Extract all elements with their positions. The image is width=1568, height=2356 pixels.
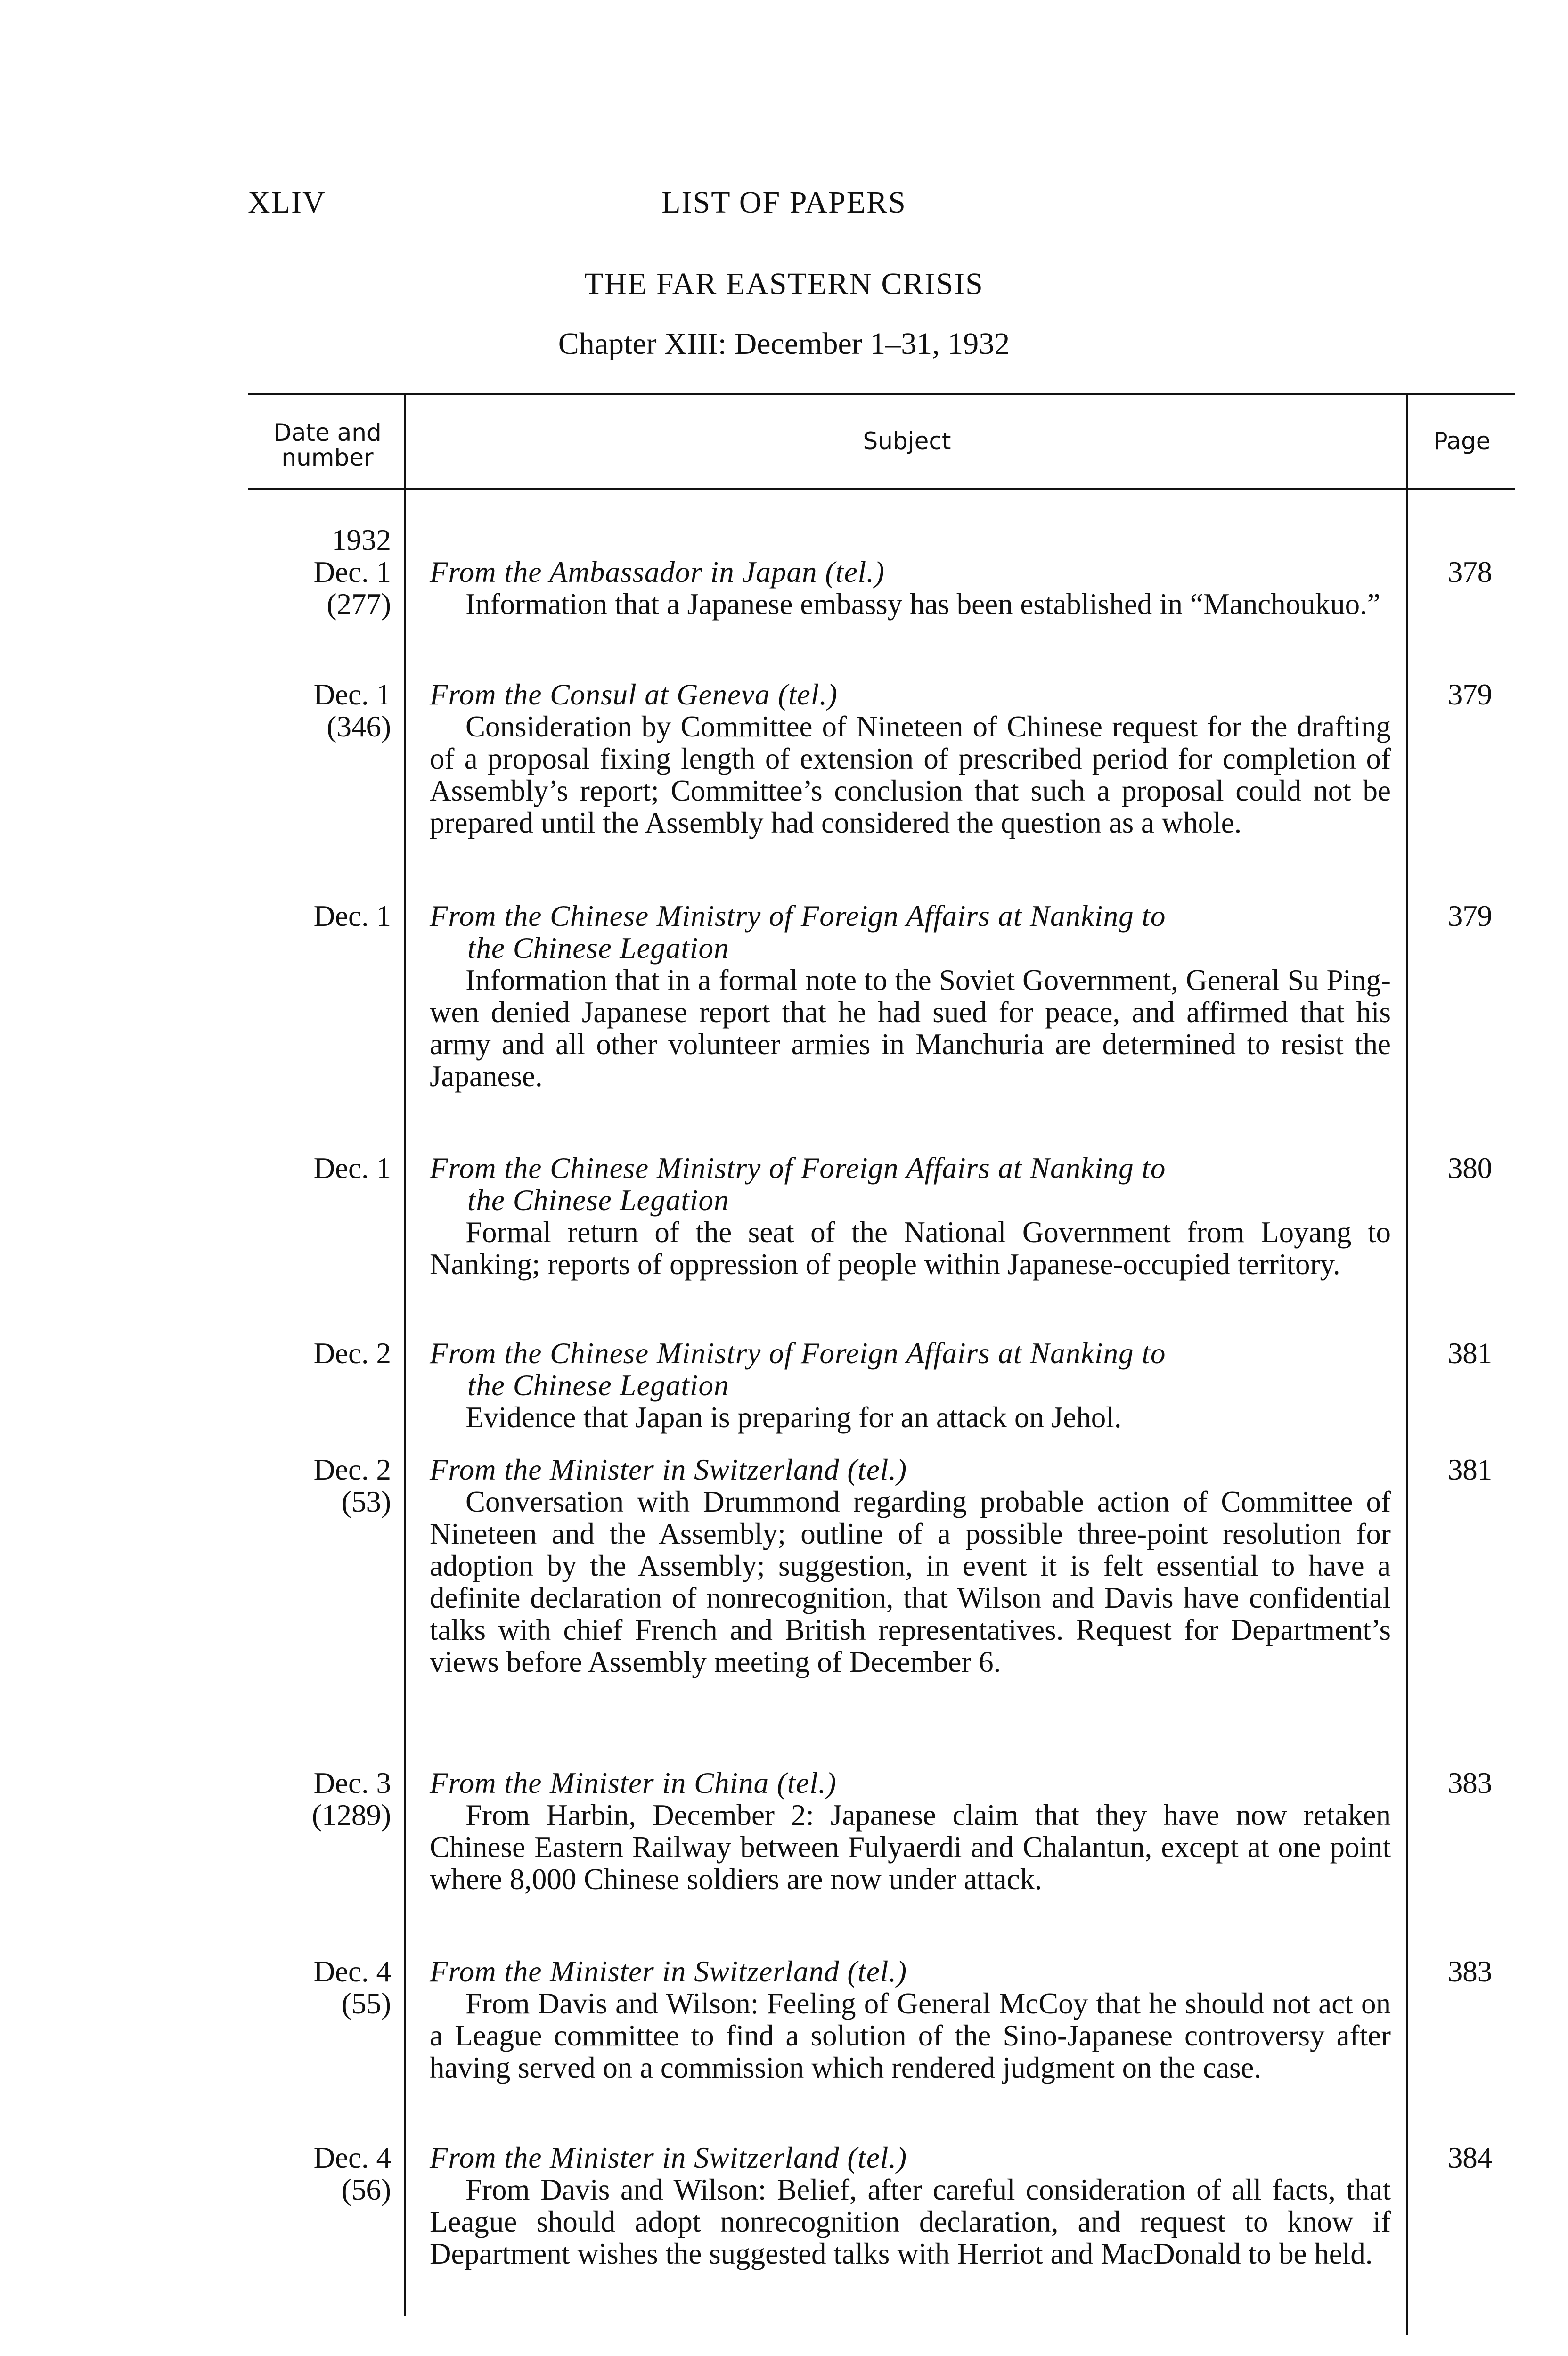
entry-source: From the Minister in China (tel.) <box>430 1767 837 1800</box>
entry-source-continued: the Chinese Legation <box>467 932 729 965</box>
entry-subject <box>430 679 1391 839</box>
entry-date <box>250 1337 391 1369</box>
entry-date-text: Dec. 1 <box>313 678 391 711</box>
entry-page: 379 <box>1447 678 1493 711</box>
table-top-rule <box>248 393 1515 395</box>
entry-body: Formal return of the seat of the National Government from Loyang to Nanking; reports of oppression of people within Japanese-occupied territory. <box>430 1216 1391 1281</box>
entry-date-text: Dec. 1 <box>313 900 391 933</box>
entry-number: (56) <box>342 2173 391 2206</box>
entry-number: (277) <box>327 588 391 621</box>
entry-page: 383 <box>1447 1767 1493 1800</box>
section-title: THE FAR EASTERN CRISIS <box>584 267 984 301</box>
entry-page: 381 <box>1447 1337 1493 1370</box>
entry-page: 381 <box>1447 1453 1493 1486</box>
entry-source: From the Chinese Ministry of Foreign Affairs at Nanking to <box>430 900 1166 933</box>
column-header-page: Page <box>1433 427 1491 455</box>
table-header-rule <box>248 488 1515 490</box>
year-label: 1932 <box>332 524 391 556</box>
entry-source-continued: the Chinese Legation <box>467 1369 729 1402</box>
entry-date-text: Dec. 1 <box>313 1152 391 1185</box>
entry-date-text: Dec. 1 <box>313 556 391 589</box>
entry-body: Information that a Japanese embassy has been established in “Manchoukuo.” <box>466 588 1380 621</box>
entry-date <box>250 1152 391 1184</box>
entry-date <box>250 1955 391 2020</box>
entry-subject <box>430 1955 1391 2084</box>
entry-date-text: Dec. 2 <box>313 1453 391 1486</box>
entry-body: Evidence that Japan is preparing for an attack on Jehol. <box>466 1401 1122 1434</box>
entry-body: From Davis and Wilson: Belief, after careful consideration of all facts, that League should adopt nonrecognition declaration, and request to know if Department wishes the suggested talks with Herriot and MacDonald to be held. <box>430 2173 1391 2270</box>
entry-date <box>250 900 391 932</box>
entry-source: From the Consul at Geneva (tel.) <box>430 678 838 711</box>
entry-date-text: Dec. 4 <box>313 2141 391 2174</box>
entry-date <box>250 1454 391 1518</box>
entry-subject <box>430 556 1391 620</box>
entry-date <box>250 556 391 620</box>
entry-number: (1289) <box>312 1799 391 1832</box>
entry-date <box>250 1767 391 1831</box>
entry-body: From Davis and Wilson: Feeling of General McCoy that he should not act on a League committee to find a solution of the Sino-Japanese controversy after having served on a commission which rendered judgment on the case. <box>430 1987 1391 2084</box>
column-header-subject: Subject <box>863 427 951 455</box>
entry-page: 379 <box>1447 900 1493 933</box>
chapter-label: Chapter XIII: December 1–31, 1932 <box>558 327 1010 361</box>
entry-subject <box>430 1454 1391 1678</box>
entry-date-text: Dec. 4 <box>313 1955 391 1988</box>
entry-page: 380 <box>1447 1152 1493 1185</box>
entry-date <box>250 2142 391 2206</box>
entry-date <box>250 679 391 743</box>
entry-subject <box>430 1152 1391 1280</box>
entry-subject <box>430 1337 1391 1433</box>
entry-source: From the Minister in Switzerland (tel.) <box>430 1453 907 1486</box>
entry-source: From the Minister in Switzerland (tel.) <box>430 2141 907 2174</box>
entry-number: (55) <box>342 1987 391 2020</box>
entry-page: 383 <box>1447 1955 1493 1988</box>
entry-number: (53) <box>342 1485 391 1518</box>
entry-subject <box>430 2142 1391 2270</box>
entry-source-continued: the Chinese Legation <box>467 1184 729 1217</box>
entry-subject <box>430 1767 1391 1895</box>
entry-number: (346) <box>327 710 391 743</box>
entry-source: From the Minister in Switzerland (tel.) <box>430 1955 907 1988</box>
entry-body: Information that in a formal note to the Soviet Government, General Su Ping-wen denied Japanese report that he had sued for peace, and affirmed that his army and all other volunteer armies in Manchuria are determined to resist the Japanese. <box>430 964 1391 1093</box>
entry-body: Consideration by Committee of Nineteen of Chinese request for the drafting of a proposal fixing length of extension of prescribed period for completion of Assembly’s report; Committee’s conclusion that such a proposal could not be prepared until the Assembly had considered the question as a whole. <box>430 710 1391 839</box>
entry-page: 384 <box>1447 2141 1493 2174</box>
entry-page: 378 <box>1447 556 1493 589</box>
entry-date-text: Dec. 3 <box>313 1767 391 1800</box>
column-header-date: Date and number <box>273 419 382 471</box>
entry-source: From the Chinese Ministry of Foreign Affairs at Nanking to <box>430 1152 1166 1185</box>
entry-date-text: Dec. 2 <box>313 1337 391 1370</box>
page-number: XLIV <box>248 185 326 220</box>
column-divider-left <box>404 393 406 2316</box>
entry-source: From the Ambassador in Japan (tel.) <box>430 556 885 589</box>
entry-subject <box>430 900 1391 1092</box>
running-title: LIST OF PAPERS <box>662 185 906 220</box>
entry-source: From the Chinese Ministry of Foreign Affairs at Nanking to <box>430 1337 1166 1370</box>
entry-body: From Harbin, December 2: Japanese claim that they have now retaken Chinese Eastern Railway between Fulyaerdi and Chalantun, except at one point where 8,000 Chinese soldiers are now under attack. <box>430 1799 1391 1896</box>
entry-body: Conversation with Drummond regarding probable action of Committee of Nineteen and the Assembly; outline of a possible three-point resolution for adoption by the Assembly; suggestion, in event it is felt essential to have a definite declaration of nonrecognition, that Wilson and Davis have confidential talks with chief French and British representatives. Request for Department’s views before Assembly meeting of December 6. <box>430 1485 1391 1678</box>
column-divider-right <box>1406 393 1408 2335</box>
